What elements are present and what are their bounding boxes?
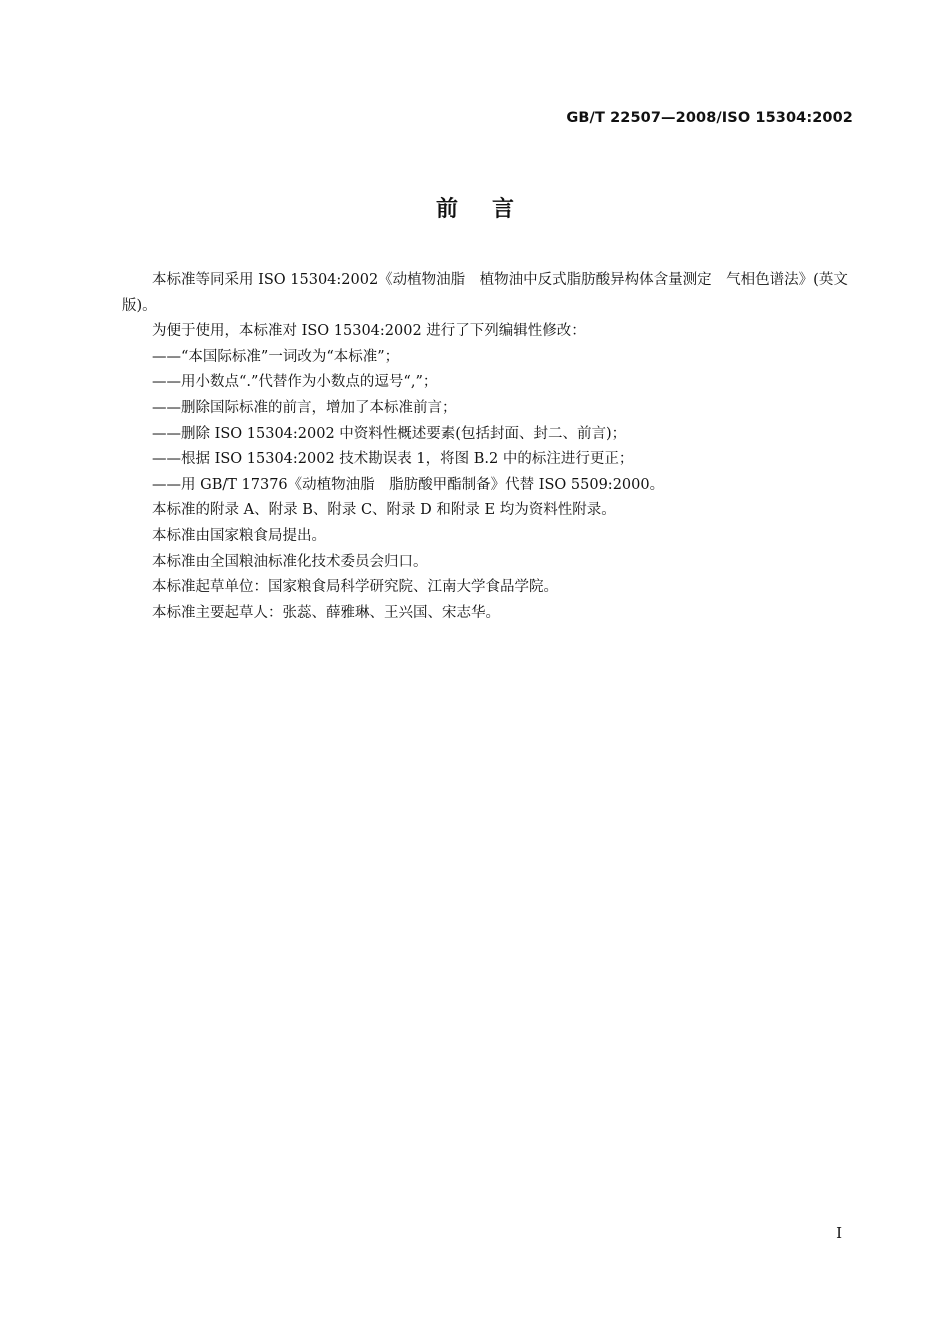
paragraph-modifications-intro: 为便于使用，本标准对 ISO 15304:2002 进行了下列编辑性修改： (152, 323, 586, 340)
page-number: I (836, 1224, 842, 1242)
paragraph-annexes: 本标准的附录 A、附录 B、附录 C、附录 D 和附录 E 均为资料性附录。 (152, 502, 616, 519)
paragraph-adoption: 本标准等同采用 ISO 15304:2002《动植物油脂 植物油中反式脂肪酸异构体含量测定 气相色谱法》(英文版)。 (122, 272, 848, 314)
paragraph-proposer: 本标准由国家粮食局提出。 (152, 527, 326, 544)
list-item: ——删除 ISO 15304:2002 中资料性概述要素(包括封面、封二、前言)； (152, 425, 627, 442)
list-item: ——用 GB/T 17376《动植物油脂 脂肪酸甲酯制备》代替 ISO 5509:2000。 (152, 476, 665, 493)
list-item: ——用小数点“.”代替作为小数点的逗号“,”； (152, 374, 438, 391)
paragraph-committee: 本标准由全国粮油标准化技术委员会归口。 (152, 553, 428, 570)
paragraph-drafters: 本标准主要起草人：张蕊、薛雅琳、王兴国、宋志华。 (152, 604, 500, 621)
list-item: ——“本国际标准”一词改为“本标准”； (152, 348, 400, 365)
standard-code: GB/T 22507—2008/ISO 15304:2002 (566, 110, 853, 126)
list-item: ——根据 ISO 15304:2002 技术勘误表 1，将图 B.2 中的标注进行更正； (152, 451, 634, 468)
list-item: ——删除国际标准的前言，增加了本标准前言； (152, 399, 457, 416)
paragraph-drafting-units: 本标准起草单位：国家粮食局科学研究院、江南大学食品学院。 (152, 579, 558, 596)
preface-body (122, 268, 858, 626)
page-title: 前言 (435, 197, 548, 222)
